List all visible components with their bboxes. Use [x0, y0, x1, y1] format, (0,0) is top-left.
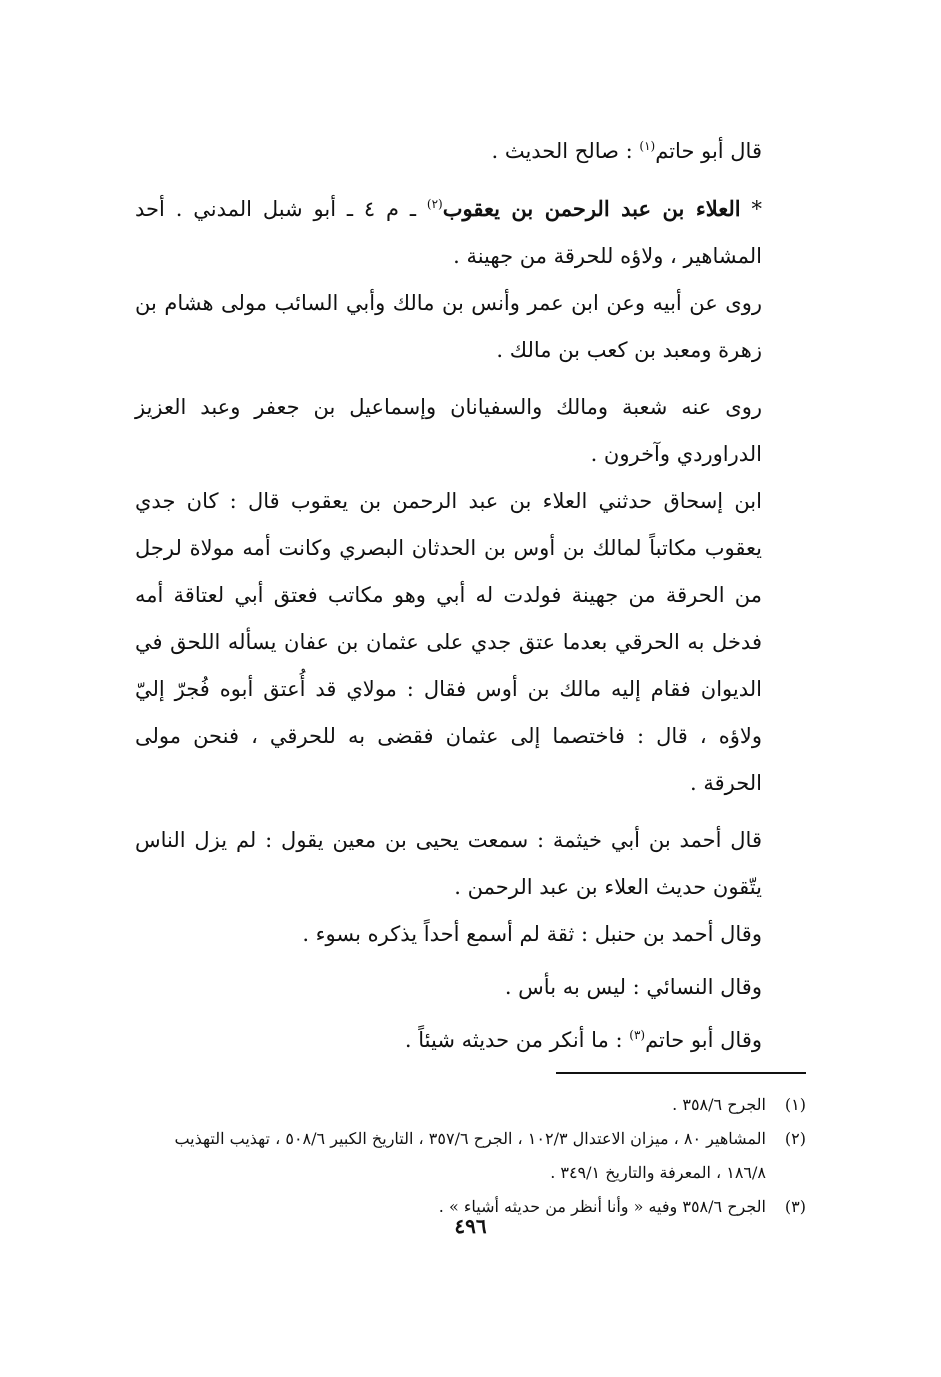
text-abu-hatim: قال أبو حاتم — [655, 139, 762, 163]
footnote-number: (٢) — [784, 1129, 806, 1148]
entry-name: العلاء بن عبد الرحمن بن يعقوب — [442, 196, 741, 221]
footnote-1 — [135, 1088, 806, 1122]
footnote-text: المشاهير ٨٠ ، ميزان الاعتدال ١٠٢/٣ ، الجرح ٣٥٧/٦ ، التاريخ الكبير ٥٠٨/٦ ، تهذيب التهذيب ١٨٦/٨ ، المعرفة والتاريخ ٣٤٩/١ . — [174, 1129, 766, 1182]
footnote-text: الجرح ٣٥٨/٦ . — [672, 1095, 766, 1114]
paragraph-nasai: وقال النسائي : ليس به بأس . — [504, 975, 762, 999]
text-ma-ankar: : ما أنكر من حديثه شيئاً . — [404, 1028, 630, 1052]
paragraph-1 — [135, 128, 806, 175]
paragraph-ahmad: وقال أحمد بن حنبل : ثقة لم أسمع أحداً يذكره بسوء . — [302, 922, 762, 946]
footnote-2 — [135, 1122, 806, 1190]
footnote-separator — [135, 1064, 806, 1084]
footnote-text: الجرح ٣٥٨/٦ وفيه « وأنا أنظر من حديثه أشياء » . — [438, 1197, 766, 1216]
footnote-ref-2[interactable]: (٢) — [426, 197, 443, 211]
footnote-number: (٣) — [784, 1197, 806, 1216]
paragraph-ibn-abi-khaythama: قال أحمد بن أبي خيثمة : سمعت يحيى بن معين يقول : لم يزل الناس يتّقون حديث العلاء بن عبد الرحمن . — [135, 828, 762, 899]
paragraph-narrated-by: روى عنه شعبة ومالك والسفيانان وإسماعيل بن جعفر وعبد العزيز الدراوردي وآخرون . — [135, 395, 762, 466]
separator-line — [556, 1072, 806, 1074]
page-number: ٤٩٦ — [454, 1214, 487, 1238]
footnote-number: (١) — [784, 1095, 806, 1114]
paragraph-abu-hatim-2 — [135, 1017, 806, 1064]
entry-marker: * — [740, 197, 762, 221]
paragraph-ibn-ishaq: ابن إسحاق حدثني العلاء بن عبد الرحمن بن يعقوب قال : كان جدي يعقوب مكاتباً لمالك بن أوس بن الحدثان البصري وكانت أمه مولاة لرجل من الحرقة من جهينة فولدت له أبي وهو مكاتب فعتق أبي لعتاقة أمه فدخل به الحرقي بعدما عتق جدي على عثمان بن عفان يسأله اللحق في الديوان فقام إليه مالك بن أوس فقال : مولاي قد أُعتق أبوه فُجرّ إليّ ولاؤه ، قال : فاختصما إلى عثمان فقضى به للحرقي ، فنحن مولى الحرقة . — [135, 489, 762, 795]
text-salih: : صالح الحديث . — [491, 139, 640, 163]
text-abu-hatim-2: وقال أبو حاتم — [645, 1028, 762, 1052]
footnote-ref-1[interactable]: (١) — [639, 139, 656, 153]
footnotes — [135, 1088, 806, 1224]
entry-description: ـ م ٤ ـ أبو شبل المدني . أحد المشاهير ، ولاؤه للحرقة من جهينة . — [135, 197, 762, 268]
paragraph-entry-heading — [135, 185, 806, 280]
footnote-ref-3[interactable]: (٣) — [629, 1028, 646, 1042]
paragraph-narrated-from: روى عن أبيه وعن ابن عمر وأنس بن مالك وأبي السائب مولى هشام بن زهرة ومعبد بن كعب بن مالك . — [135, 291, 762, 362]
main-text — [135, 128, 806, 1064]
